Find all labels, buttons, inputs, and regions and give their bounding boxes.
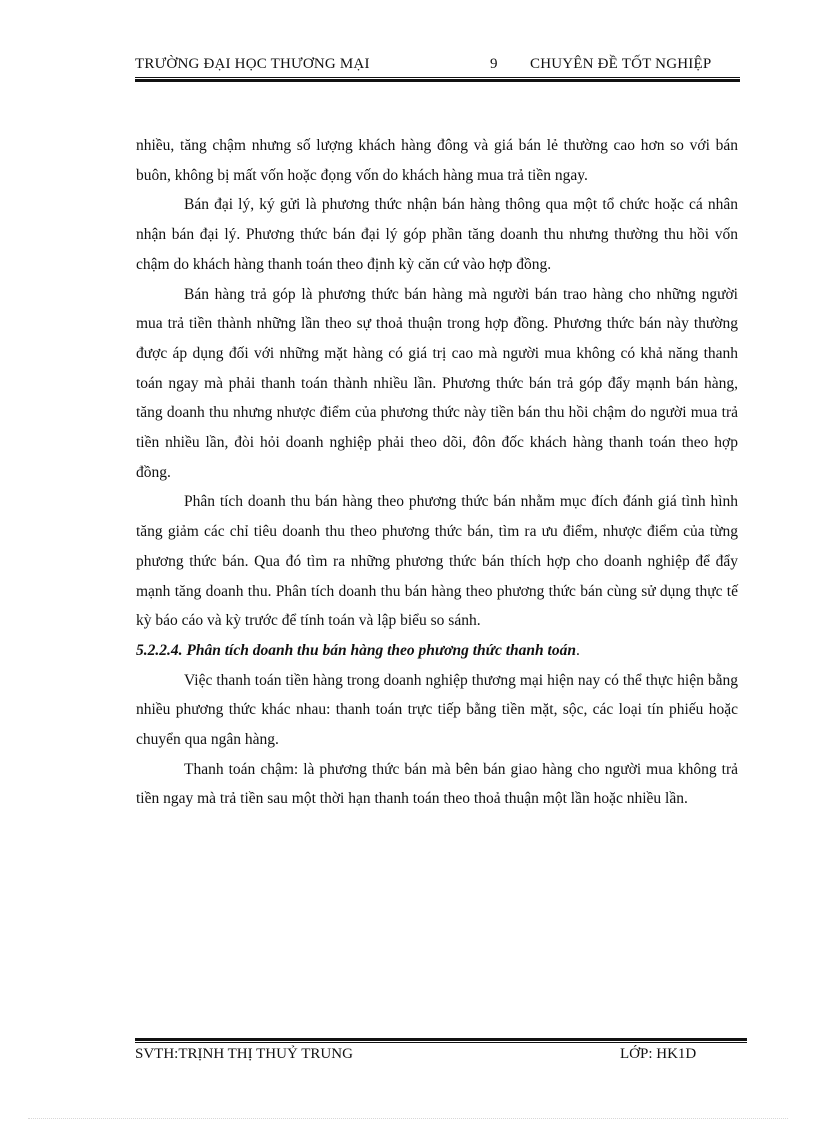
page-header: [135, 56, 740, 76]
footer-rule-thick: [135, 1038, 747, 1041]
header-school-name: TRƯỜNG ĐẠI HỌC THƯƠNG MẠI: [135, 56, 370, 72]
paragraph-1: nhiều, tăng chậm nhưng số lượng khách hàng đông và giá bán lẻ thường cao hơn so với bán buôn, không bị mất vốn hoặc đọng vốn do khách hàng mua trả tiền ngay.: [136, 137, 738, 184]
section-heading-text: 5.2.2.4. Phân tích doanh thu bán hàng theo phương thức thanh toán: [136, 641, 576, 659]
paragraph-3: Bán hàng trả góp là phương thức bán hàng mà người bán trao hàng cho những người mua trả tiền thành những lần theo sự thoả thuận trong hợp đồng. Phương thức bán này thường được áp dụng đối với những mặt hàng có giá trị cao mà người mua không có khả năng thanh toán ngay mà phải thanh toán thành nhiều lần. Phương thức bán trả góp đẩy mạnh bán hàng, tăng doanh thu nhưng nhược điểm của phương thức này tiền bán thu hồi chậm do người mua trả tiền nhiều lần, đòi hỏi doanh nghiệp phải theo dõi, đôn đốc khách hàng thanh toán theo hợp đồng.: [136, 285, 738, 481]
paragraph-4: Phân tích doanh thu bán hàng theo phương thức bán nhằm mục đích đánh giá tình hình tăng giảm các chỉ tiêu doanh thu theo phương thức bán, tìm ra ưu điểm, nhược điểm của từng phương thức bán. Qua đó tìm ra những phương thức bán thích hợp cho doanh nghiệp để đẩy mạnh tăng doanh thu. Phân tích doanh thu bán hàng theo phương thức bán cùng sử dụng thực tế kỳ báo cáo và kỳ trước để tính toán và lập biểu so sánh.: [136, 493, 738, 630]
header-document-title: CHUYÊN ĐỀ TỐT NGHIỆP: [530, 56, 712, 72]
section-heading-period: .: [575, 641, 580, 659]
section-heading: [136, 636, 738, 666]
header-rule-thick: [135, 79, 740, 82]
footer-student-name: SVTH:TRỊNH THỊ THUỶ TRUNG: [135, 1046, 353, 1062]
paragraph-6: Thanh toán chậm: là phương thức bán mà bên bán giao hàng cho người mua không trả tiền ngay mà trả tiền sau một thời hạn thanh toán theo thoả thuận một lần hoặc nhiều lần.: [136, 760, 738, 808]
page-body: [136, 131, 738, 814]
page-bottom-dotted-line: [28, 1118, 788, 1119]
header-rule-thin: [135, 77, 740, 78]
paragraph-2: Bán đại lý, ký gửi là phương thức nhận bán hàng thông qua một tổ chức hoặc cá nhân nhận bán đại lý. Phương thức bán đại lý góp phần tăng doanh thu nhưng thường thu hồi vốn chậm do khách hàng thanh toán theo định kỳ căn cứ vào hợp đồng.: [136, 196, 738, 273]
footer-rule-thin: [135, 1042, 747, 1043]
paragraph-5: Việc thanh toán tiền hàng trong doanh nghiệp thương mại hiện nay có thể thực hiện bằng nhiều phương thức khác nhau: thanh toán trực tiếp bằng tiền mặt, sộc, các loại tín phiếu hoặc chuyển qua ngân hàng.: [136, 671, 738, 749]
footer-class: LỚP: HK1D: [620, 1046, 697, 1062]
page-footer: [135, 1046, 747, 1066]
header-page-number: 9: [490, 56, 498, 72]
